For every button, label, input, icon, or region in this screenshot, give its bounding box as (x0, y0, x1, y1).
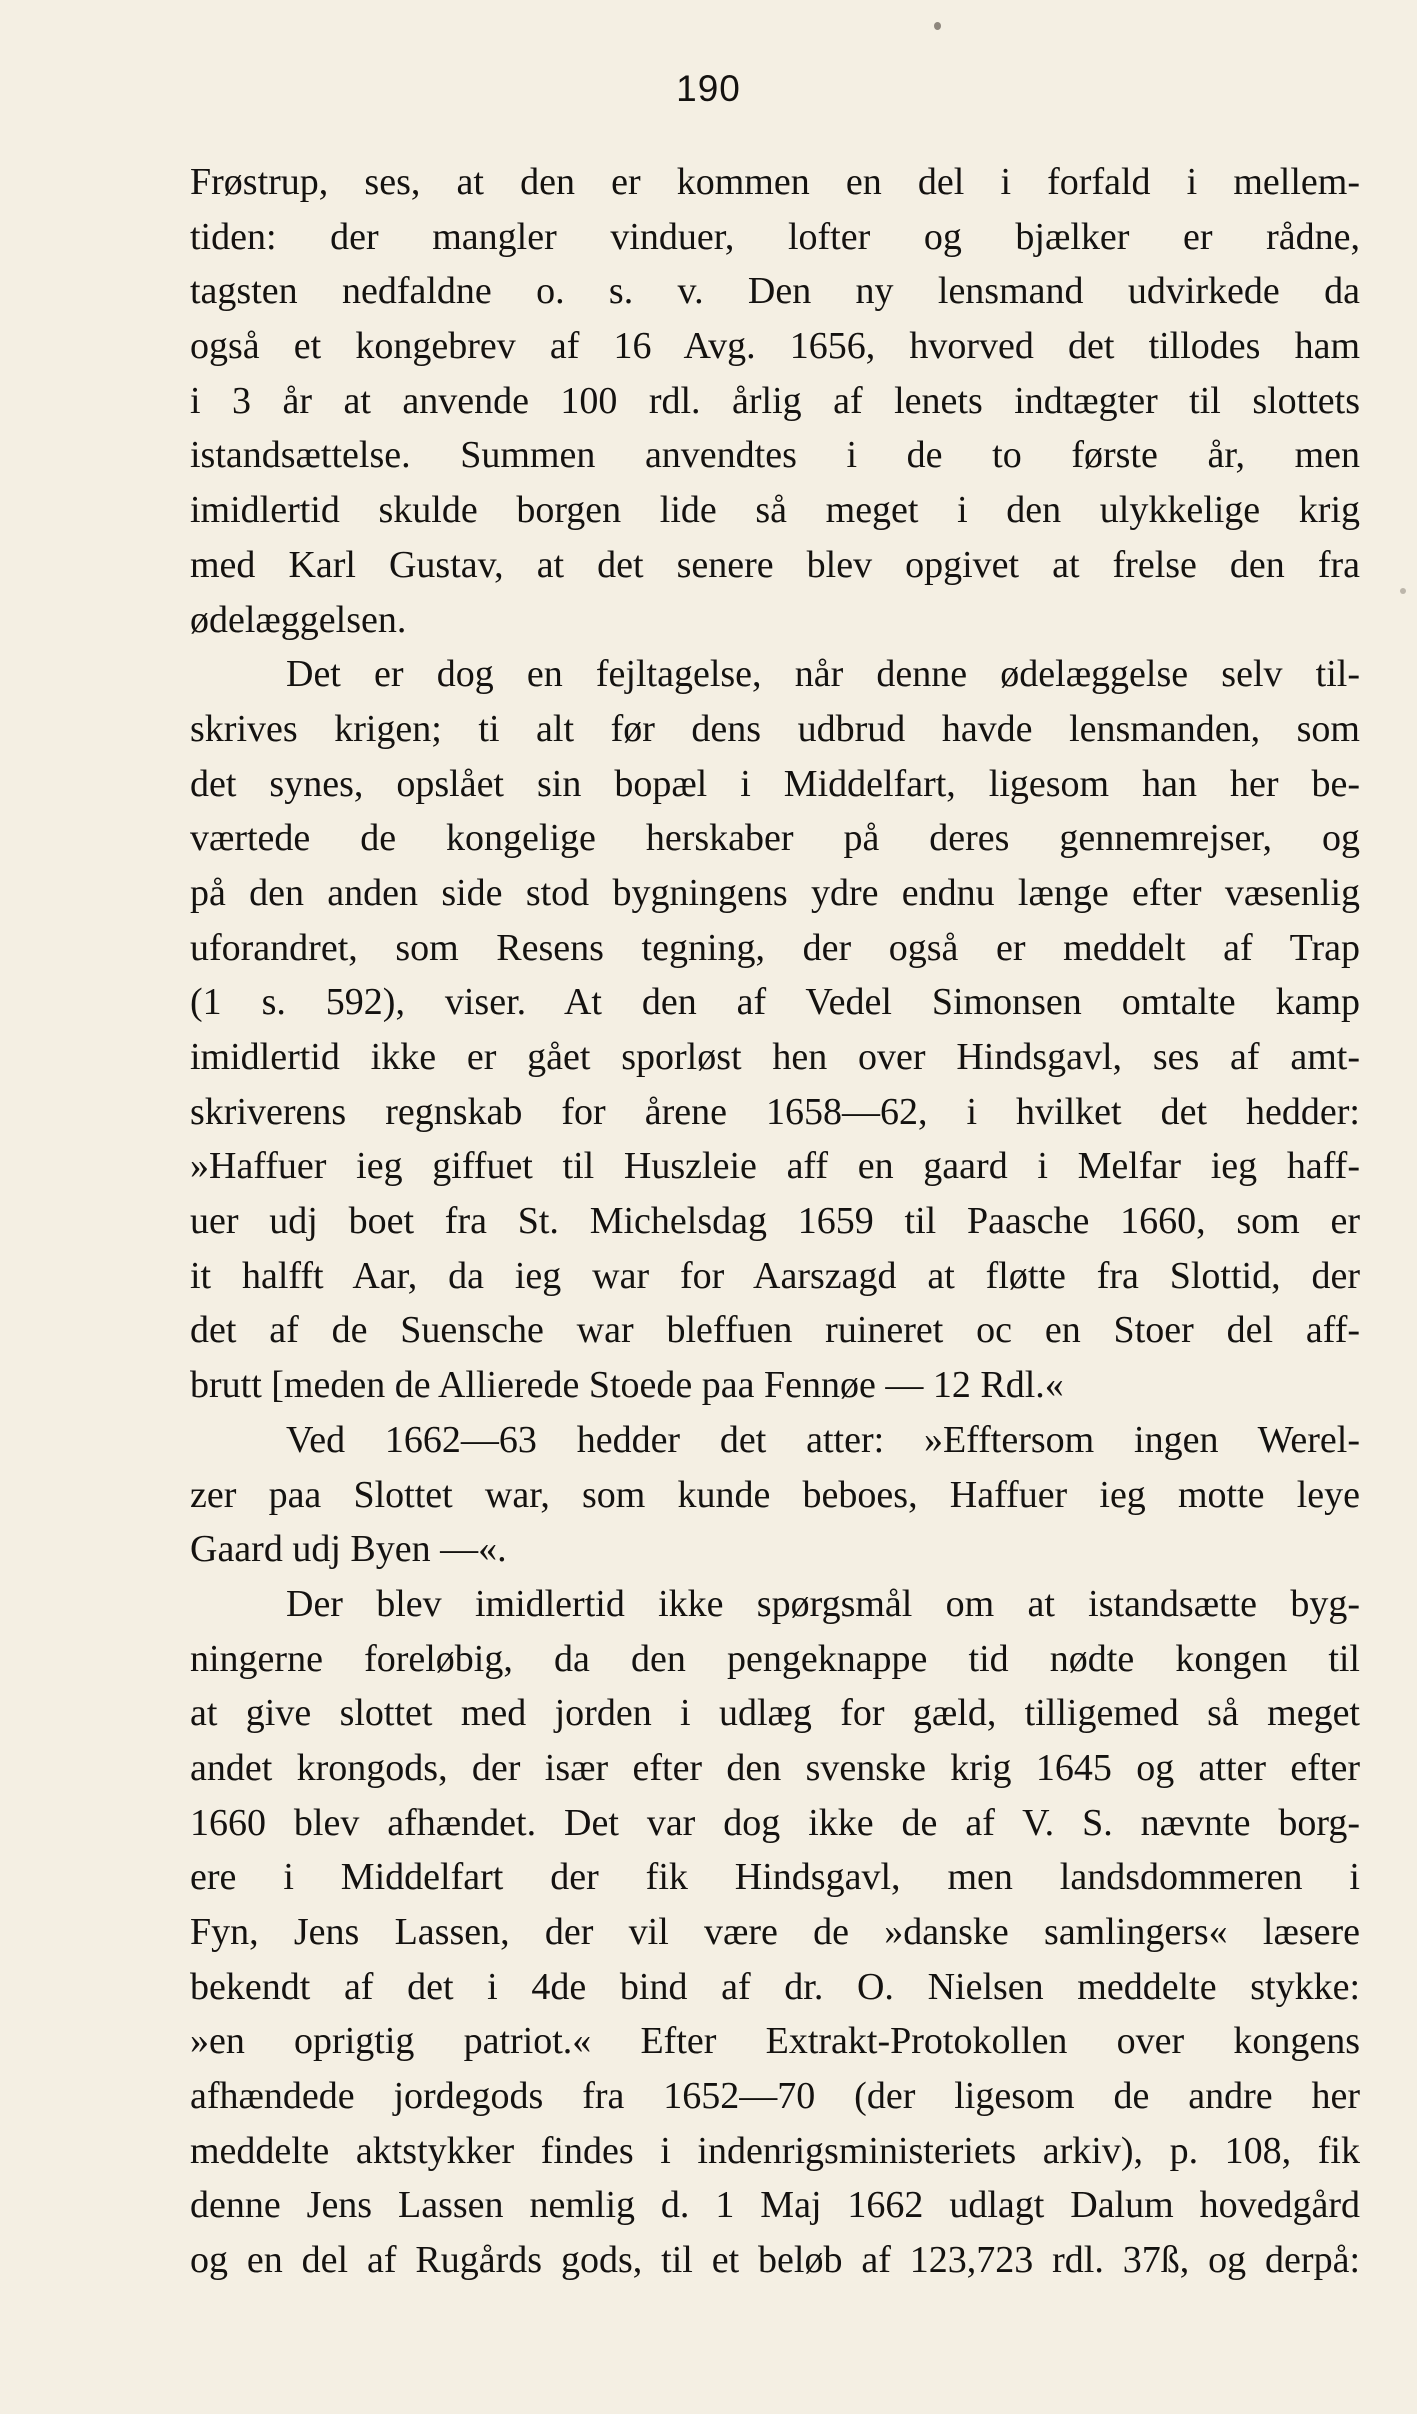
ink-speck (934, 22, 941, 30)
quote-line: det af de Suensche war bleffuen ruineret oc en Stoer del aff- (190, 1309, 1360, 1352)
text-line: denne Jens Lassen nemlig d. 1 Maj 1662 udlagt Dalum hovedgård (190, 2184, 1360, 2227)
text-line: imidlertid ikke er gået sporløst hen over Hindsgavl, ses af amt- (190, 1036, 1360, 1078)
text-line: skrives krigen; ti alt før dens udbrud havde lensmanden, som (190, 707, 1360, 750)
text-line: imidlertid skulde borgen lide så meget i den ulykkelige krig (190, 489, 1360, 532)
text-line: værtede de kongelige herskaber på deres gennemrejser, og (190, 817, 1360, 860)
text-line: afhændede jordegods fra 1652—70 (der ligesom de andre her (190, 2075, 1360, 2118)
quote-line: zer paa Slottet war, som kunde beboes, Haffuer ieg motte leye (190, 1473, 1360, 1516)
text-line: og en del af Rugårds gods, til et beløb af 123,723 rdl. 37ß, og derpå: (190, 2239, 1360, 2282)
text-line: med Karl Gustav, at det senere blev opgivet at frelse den fra (190, 543, 1360, 586)
text-line: skriverens regnskab for årene 1658—62, i hvilket det hedder: (190, 1090, 1360, 1133)
paragraph-start-line: Der blev imidlertid ikke spørgsmål om at istandsætte byg- (286, 1582, 1360, 1625)
quote-line: »Haffuer ieg giffuet til Huszleie aff en gaard i Melfar ieg haff- (190, 1145, 1360, 1188)
text-line: »en oprigtig patriot.« Efter Extrakt-Protokollen over kongens (190, 2020, 1360, 2063)
text-line: andet krongods, der især efter den svenske krig 1645 og atter efter (190, 1746, 1360, 1789)
text-line: uforandret, som Resens tegning, der også er meddelt af Trap (190, 926, 1360, 969)
text-line: Fyn, Jens Lassen, der vil være de »danske samlingers« læsere (190, 1911, 1360, 1953)
paragraph-start-line: Ved 1662—63 hedder det atter: »Efftersom ingen Werel- (286, 1418, 1360, 1461)
text-line: ere i Middelfart der fik Hindsgavl, men landsdommeren i (190, 1856, 1360, 1899)
text-line: Frøstrup, ses, at den er kommen en del i forfald i mellem- (190, 161, 1360, 203)
text-line: i 3 år at anvende 100 rdl. årlig af lenets indtægter til slottets (190, 379, 1360, 422)
text-line: bekendt af det i 4de bind af dr. O. Nielsen meddelte stykke: (190, 1965, 1360, 2008)
paragraph-end-line: ødelæggelsen. (190, 598, 407, 641)
paragraph-end-line: Gaard udj Byen —«. (190, 1528, 507, 1571)
paragraph-end-line: brutt [meden de Allierede Stoede paa Fennøe — 12 Rdl.« (190, 1364, 1064, 1407)
quote-line: it halfft Aar, da ieg war for Aarszagd at fløtte fra Slottid, der (190, 1254, 1360, 1297)
quote-line: uer udj boet fra St. Michelsdag 1659 til Paasche 1660, som er (190, 1200, 1360, 1243)
text-line: 1660 blev afhændet. Det var dog ikke de af V. S. nævnte borg- (190, 1801, 1360, 1844)
text-line: også et kongebrev af 16 Avg. 1656, hvorved det tillodes ham (190, 325, 1360, 368)
text-line: tiden: der mangler vinduer, lofter og bjælker er rådne, (190, 215, 1360, 258)
body-text (190, 155, 1360, 2288)
text-line: istandsættelse. Summen anvendtes i de to første år, men (190, 434, 1360, 477)
paragraph-start-line: Det er dog en fejltagelse, når denne ødelæggelse selv til- (286, 653, 1360, 696)
text-line: meddelte aktstykker findes i indenrigsministeriets arkiv), p. 108, fik (190, 2129, 1360, 2172)
text-line: tagsten nedfaldne o. s. v. Den ny lensmand udvirkede da (190, 270, 1360, 313)
ink-speck (1400, 588, 1406, 594)
text-line: på den anden side stod bygningens ydre endnu længe efter væsenlig (190, 871, 1360, 914)
page-number: 190 (676, 68, 741, 109)
text-line: at give slottet med jorden i udlæg for gæld, tilligemed så meget (190, 1692, 1360, 1735)
text-line: ningerne foreløbig, da den pengeknappe tid nødte kongen til (190, 1637, 1360, 1680)
text-line: det synes, opslået sin bopæl i Middelfart, ligesom han her be- (190, 762, 1360, 805)
text-line: (1 s. 592), viser. At den af Vedel Simonsen omtalte kamp (190, 981, 1360, 1024)
